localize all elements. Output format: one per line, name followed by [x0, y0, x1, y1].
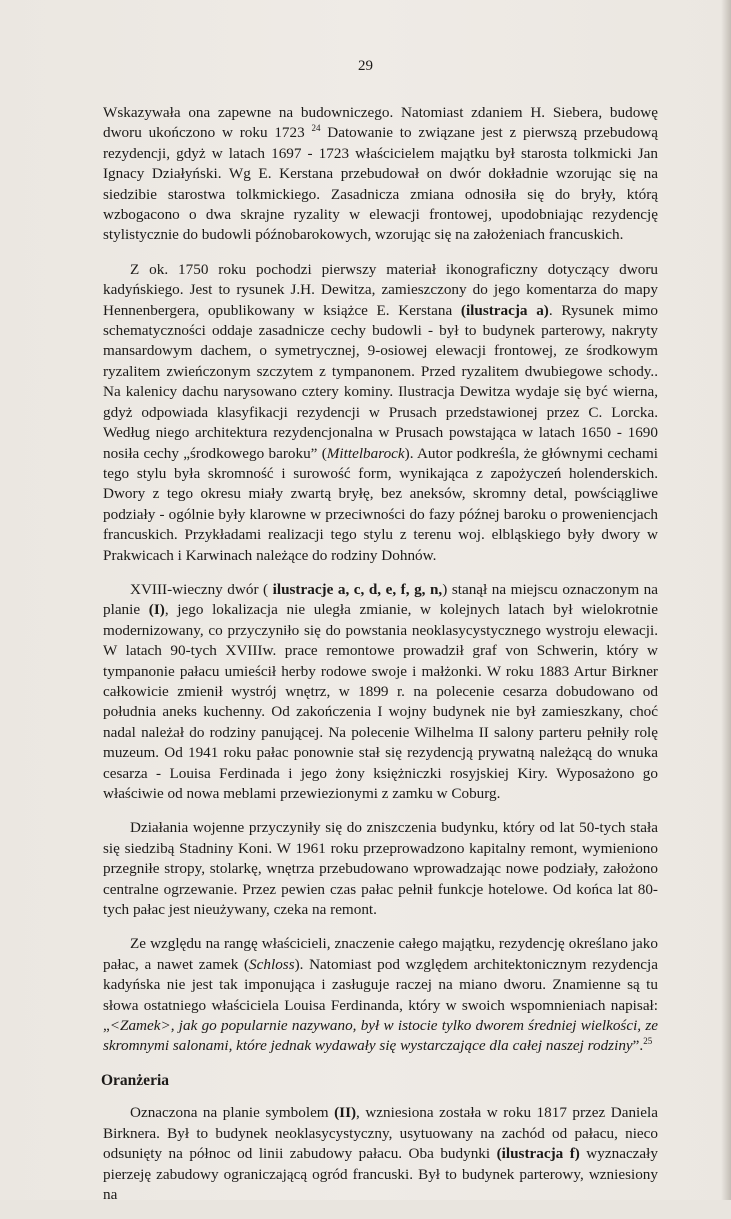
paragraph-6-text-c: wyznaczały pierzeję zabudowy ograniczającą ogród francuski. Był to budynek parterowy, wzniesiony na [103, 1145, 658, 1203]
paragraph-3 [103, 580, 658, 804]
paragraph-6-text-b: , wzniesiona została w roku 1817 przez Daniela Birknera. Był to budynek neoklasycystyczny, usytuowany na zachód od pałacu, nieco odsunięty na północ od linii zabudowy pałacu. Oba budynki [103, 1104, 658, 1163]
term-mittelbarock: Mittelbarock [326, 444, 405, 462]
plan-ref-II: (II) [334, 1104, 357, 1122]
paragraph-5-text-a: Ze względu na rangę właścicieli, znaczenie całego majątku, rezydencję określano jako pałac, a nawet zamek ( [103, 935, 658, 973]
paragraph-1-text-a: Wskazywała ona zapewne na budowniczego. Natomiast zdaniem H. Siebera, budowę dworu ukończono w roku 1723 [103, 104, 658, 142]
paragraph-1-text-b: Datowanie to związane jest z pierwszą przebudową rezydencji, gdyż w latach 1697 - 1723 właścicielem majątku był starosta tolkmicki Jan Ignacy Działyński. Wg E. Kerstana przebudował on dwór dokładnie wzorując się na siedzibie starostwa tolkmickiego. Zasadnicza zmiana odnosiła się do bryły, którą wzbogacono o dwa skrajne ryzality w elewacji frontowej, upodobniając rezydencję stylistycznie do budowli późnobarokowych, wzorując się na założeniach francuskich. [103, 124, 658, 244]
paragraph-3-text-c: , jego lokalizacja nie uległa zmianie, w kolejnych latach był wielokrotnie modernizowany, co przyczyniło się do powstania neoklasycystycznego wystroju elewacji. W latach 90-tych XVIIIw. prace remontowe prowadził graf von Schwerin, który w tympanonie pałacu umieścił herby rodowe swoje i małżonki. W roku 1883 Artur Birkner całkowicie zmienił wystrój wnętrz, w 1899 r. na polecenie cesarza dobudowano od południa aneks kuchenny. Od zakończenia I wojny budynek nie był zamieszkany, choć nadal należał do rodziny panującej. Na polecenie Wilhelma II salony parteru pełniły rolę muzeum. Od 1941 roku pałac ponownie stał się rezydencją prywatną należącą do wnuka cesarza - Louisa Ferdinada i jego żony księżniczki rosyjskiej Kiry. Wyposażono go właściwie od nowa meblami przewiezionymi z zamku w Coburg. [103, 601, 658, 802]
illustration-ref-a: (ilustracja a) [460, 301, 549, 319]
footnote-ref-24: 24 [311, 123, 321, 134]
paragraph-4-text: Działania wojenne przyczyniły się do zniszczenia budynku, który od lat 50-tych stała się siedzibą Stadniny Koni. W 1961 roku przeprowadzono kapitalny remont, wymieniono przegniłe stropy, stolarkę, wnętrza przebudowano wprowadzając nowe podziały, założono centralne ogrzewanie. Przez pewien czas pałac pełnił funkcje hotelowe. Od końca lat 80-tych pałac jest nieużywany, czeka na remont. [103, 819, 658, 919]
body-text [103, 103, 658, 1219]
paragraph-5 [103, 934, 658, 1056]
paragraph-2-text-a: Z ok. 1750 roku pochodzi pierwszy materiał ikonograficzny dotyczący dworu kadyńskiego. Jest to rysunek J.H. Dewitza, zamieszczony do jego komentarza do mapy Hennenbergera, opublikowany w książce E. Kerstana [103, 260, 658, 319]
paragraph-1 [103, 103, 658, 246]
term-schloss: Schloss [249, 955, 295, 973]
paragraph-3-text-a: XVIII-wieczny dwór ( [130, 580, 273, 598]
paragraph-6-text-a: Oznaczona na planie symbolem [130, 1104, 335, 1122]
paragraph-4 [103, 818, 658, 920]
section-heading-oranzeria: Oranżeria [101, 1071, 170, 1089]
illustration-ref-f: (ilustracja f) [496, 1145, 580, 1163]
page-edge-shadow [721, 0, 731, 1200]
memoir-quote: <Zamek>, jak go popularnie nazywano, był w istocie tylko dworem średniej wielkości, ze skromnymi salonami, które jednak wydawały się wystarczające dla całej naszej rodziny [103, 1017, 658, 1055]
paragraph-2-text-b: . Rysunek mimo schematyczności oddaje zasadnicze cechy budowli - był to budynek parterowy, nakryty mansardowym dachem, o symetrycznej, 9-osiowej elewacji frontowej, ze środkowym ryzalitem zwieńczonym szczytem z tympanonem. Przed ryzalitem dwubiegowe schody.. Na kalenicy dachu narysowano cztery kominy. Ilustracja Dewitza wydaje się być wierna, gdyż odpowiada klasyfikacji rezydencji w Prusach przedstawionej przez C. Lorcka. Według niego architektura rezydencjonalna w Prusach powstająca w latach 1650 - 1690 nosiła cechy „środkowego baroku” ( [103, 301, 658, 462]
paragraph-2-text-c: ). Autor podkreśla, że głównymi cechami tego stylu była skromność i surowość form, wynikająca z zapożyczeń holenderskich. Dwory z tego okresu miały zwartą bryłę, bez aneksów, skromny detal, powściągliwe podziały - ogólnie były klarowne w przeciwności do fazy późnej baroku o proweniencjach francuskich. Przykładami realizacji tego stylu z terenu woj. elbląskiego były dwory w Prakwicach i Karwinach należące do rodziny Dohnów. [103, 444, 659, 564]
page-number: 29 [358, 58, 373, 74]
paragraph-5-text-b: ). Natomiast pod względem architektonicznym rezydencja kadyńska nie jest tak imponująca i zasługuje raczej na miano dworu. Znamienne są tu słowa ostatniego właściciela Louisa Ferdinanda, który w swoich wspomnieniach napisał: „ [103, 955, 658, 1035]
illustration-ref-list: ilustracje a, c, d, e, f, g, n, [272, 580, 443, 598]
paragraph-3-text-b: ) stanął na miejscu oznaczonym na planie [103, 580, 658, 619]
paragraph-5-text-c: ”. [632, 1037, 644, 1055]
paragraph-6 [103, 1103, 658, 1205]
paragraph-2 [103, 260, 658, 566]
footnote-ref-25: 25 [643, 1036, 653, 1047]
plan-ref-I: (I) [148, 601, 165, 619]
